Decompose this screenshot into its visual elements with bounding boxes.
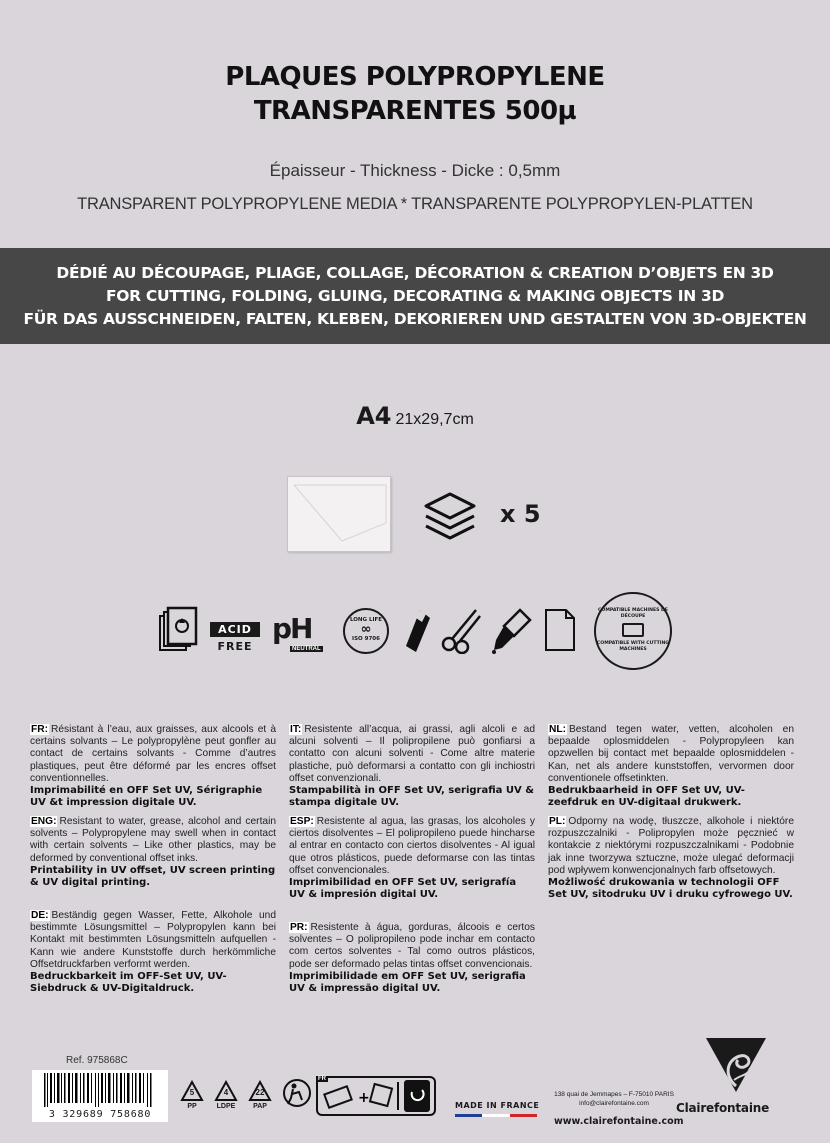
clairefontaine-logo-icon bbox=[704, 1036, 768, 1094]
print-layers-icon bbox=[158, 606, 202, 654]
tag-eng: ENG: bbox=[31, 816, 57, 827]
triman-sorting-icon bbox=[316, 1076, 436, 1116]
ph-label: pH bbox=[272, 612, 312, 645]
body-esp: Resistente al agua, las grasas, los alcoholes y ciertos disolventes – El polipropileno puede hincharse al entrar en contacto con ciertos disolventes - Al igual que otros plásticos, puede deformarse con las tintas offset convencionales. bbox=[289, 816, 535, 876]
recycle-pp-label: PP bbox=[187, 1103, 197, 1110]
text-de bbox=[30, 910, 276, 995]
iso-label: ISO 9706 bbox=[352, 636, 380, 642]
bold-esp: Imprimibilidad en OFF Set UV, serigrafía UV & impresión digital UV. bbox=[289, 877, 517, 901]
body-pr: Resistente à água, gorduras, álcoois e certos solventes – O polipropileno pode inchar em contacto com certos solventes - Tal como outros plásticos, pode ser deformado pelas tintas offset convencionais. bbox=[289, 922, 535, 970]
body-it: Resistente all’acqua, ai grassi, agli alcoli e ad alcuni solventi – Il polipropilene può gonfiarsi a contatto con alcuni solventi - Come altre materie plastiche, può deformarsi a contatto con gli inchiostri offset convenzionali. bbox=[289, 724, 535, 784]
recycle-pap-label: PAP bbox=[253, 1103, 267, 1110]
format-size: A4 bbox=[356, 402, 392, 430]
text-pr bbox=[289, 922, 535, 995]
long-life-icon bbox=[343, 608, 389, 654]
neutral-label: NEUTRAL bbox=[292, 646, 321, 652]
format-dims: 21x29,7cm bbox=[395, 411, 474, 428]
recycle-ldpe-num: 4 bbox=[223, 1088, 229, 1097]
tidyman-icon bbox=[282, 1078, 312, 1110]
infinity-icon: ∞ bbox=[360, 622, 372, 637]
bold-fr: Imprimabilité en OFF Set UV, Sérigraphie UV &t impression digitale UV. bbox=[30, 785, 263, 809]
bold-pr: Imprimibilidade em OFF Set UV, serigrafia UV & impressão digital UV. bbox=[289, 970, 526, 995]
machines-en-label: COMPATIBLE WITH CUTTING MACHINES bbox=[596, 641, 670, 652]
quantity-label: x 5 bbox=[500, 500, 541, 528]
recycle-ldpe-label: LDPE bbox=[216, 1103, 236, 1110]
barcode-number: 3 329689 758680 bbox=[48, 1109, 152, 1120]
barcode-bars bbox=[40, 1073, 160, 1107]
triman-fr-label: FR bbox=[318, 1076, 326, 1082]
body-eng: Resistant to water, grease, alcohol and certain solvents – Polypropylene may swell when in contact with certain solvents – Like other plastics, may be deformed by conventional offset inks. bbox=[30, 816, 276, 864]
text-nl bbox=[548, 724, 794, 809]
text-eng bbox=[30, 816, 276, 889]
cutting-machine-icon bbox=[594, 592, 672, 670]
bold-nl: Bedrukbaarheid in OFF Set UV, UV-zeefdruk en UV-digitaal drukwerk. bbox=[548, 785, 745, 809]
free-label: FREE bbox=[217, 640, 253, 653]
long-life-label: LONG LIFE bbox=[349, 617, 383, 623]
machines-fr-label: COMPATIBLE MACHINES DE DÉCOUPE bbox=[598, 608, 668, 619]
tag-it: IT: bbox=[290, 724, 302, 735]
thickness-text: Épaisseur - Thickness - Dicke : 0,5mm bbox=[269, 161, 561, 180]
tag-de: DE: bbox=[31, 910, 49, 921]
bold-eng: Printability in UV offset, UV screen printing & UV digital printing. bbox=[30, 864, 276, 889]
usage-fr: DÉDIÉ AU DÉCOUPAGE, PLIAGE, COLLAGE, DÉCORATION & CREATION D’OBJETS EN 3D bbox=[56, 263, 774, 282]
bold-it: Stampabilità in OFF Set UV, serigrafia UV & stampa digitale UV. bbox=[289, 785, 534, 809]
sheet-image bbox=[287, 476, 391, 552]
reference-number: Ref. 975868C bbox=[66, 1055, 128, 1066]
recycle-ldpe-icon bbox=[212, 1080, 240, 1110]
bold-de: Bedruckbarkeit im OFF-Set UV, UV-Siebdruck & UV-Digitaldruck. bbox=[30, 971, 227, 995]
text-pl bbox=[548, 816, 794, 901]
text-it bbox=[289, 724, 535, 809]
address-line-1: 138 quai de Jemmapes – F-75010 PARIS bbox=[554, 1091, 674, 1098]
fold-icon bbox=[542, 606, 578, 654]
recycle-pp-icon bbox=[178, 1080, 206, 1110]
machine-icon bbox=[622, 623, 644, 637]
subtitle-text: TRANSPARENT POLYPROPYLENE MEDIA * TRANSPARENTE POLYPROPYLEN-PLATTEN bbox=[77, 195, 753, 213]
made-in-france: MADE IN FRANCE bbox=[455, 1101, 540, 1110]
body-nl: Bestand tegen water, vetten, alcoholen en bepaalde oplosmiddelen - Polypropyleen kan opzwellen bij contact met bepaalde oplosmiddelen - Kan, net als andere kunststoffen, vervormen door conventionele offsetinkten. bbox=[548, 724, 794, 784]
tag-nl: NL: bbox=[549, 724, 566, 735]
usage-de: FÜR DAS AUSSCHNEIDEN, FALTEN, KLEBEN, DEKORIEREN UND GESTALTEN VON 3D-OBJEKTEN bbox=[23, 309, 807, 328]
french-flag bbox=[455, 1114, 537, 1117]
recycle-pap-num: 22 bbox=[255, 1088, 265, 1097]
website-link[interactable]: www.clairefontaine.com bbox=[554, 1116, 684, 1127]
barcode bbox=[32, 1070, 168, 1122]
text-esp bbox=[289, 816, 535, 901]
title-line-2: TRANSPARENTES 500µ bbox=[253, 96, 577, 126]
acid-free-icon bbox=[210, 622, 260, 653]
brand-name: Clairefontaine bbox=[676, 1101, 770, 1115]
tag-esp: ESP: bbox=[290, 816, 314, 827]
title-line-1: PLAQUES POLYPROPYLENE bbox=[225, 62, 605, 92]
recycle-pap-icon bbox=[246, 1080, 274, 1110]
tag-pl: PL: bbox=[549, 816, 566, 827]
format-label bbox=[0, 402, 830, 430]
address bbox=[554, 1090, 674, 1108]
bold-pl: Możliwość drukowania w technologii OFF Set UV, sitodruku UV i druku cyfrowego UV. bbox=[548, 877, 793, 901]
stack-icon bbox=[422, 490, 478, 546]
svg-text:+: + bbox=[358, 1090, 370, 1106]
text-fr bbox=[30, 724, 276, 809]
body-fr: Résistant à l’eau, aux graisses, aux alcools et à certains solvants – Le polypropylène peut gonfler au contact de certains solvants - Comme d’autres plastiques, peut être déformé par les encres offset conventionnelles. bbox=[30, 724, 276, 784]
body-pl: Odporny na wodę, tłuszcze, alkohole i niektóre rozpuszczalniki - Polipropylen może pęcznieć w kontakcie z niektórymi rozpuszczalnikami - Podobnie jak inne tworzywa sztuczne, może ulegać deformacji pod wpływem konwencjonalnych farb offsetowych. bbox=[548, 816, 794, 876]
glue-icon bbox=[490, 606, 534, 654]
cutter-icon bbox=[402, 608, 432, 654]
scissors-icon bbox=[440, 606, 484, 654]
recycle-pp-num: 5 bbox=[189, 1088, 195, 1097]
tag-pr: PR: bbox=[290, 922, 308, 933]
usage-band bbox=[0, 248, 830, 344]
tag-fr: FR: bbox=[31, 724, 48, 735]
acid-label: ACID bbox=[210, 622, 260, 637]
usage-en: FOR CUTTING, FOLDING, GLUING, DECORATING & MAKING OBJECTS IN 3D bbox=[105, 286, 725, 305]
address-email: info@clairefontaine.com bbox=[579, 1100, 649, 1107]
body-de: Beständig gegen Wasser, Fette, Alkohole und bestimmte Lösungsmittel – Polypropylen kann bei Kontakt mit bestimmten Lösungsmitteln aufquellen - Kann wie andere Kunststoffe durch herkömmliche Offsetdruckfarben verformt werden. bbox=[30, 910, 276, 970]
ph-neutral-icon bbox=[272, 612, 330, 652]
